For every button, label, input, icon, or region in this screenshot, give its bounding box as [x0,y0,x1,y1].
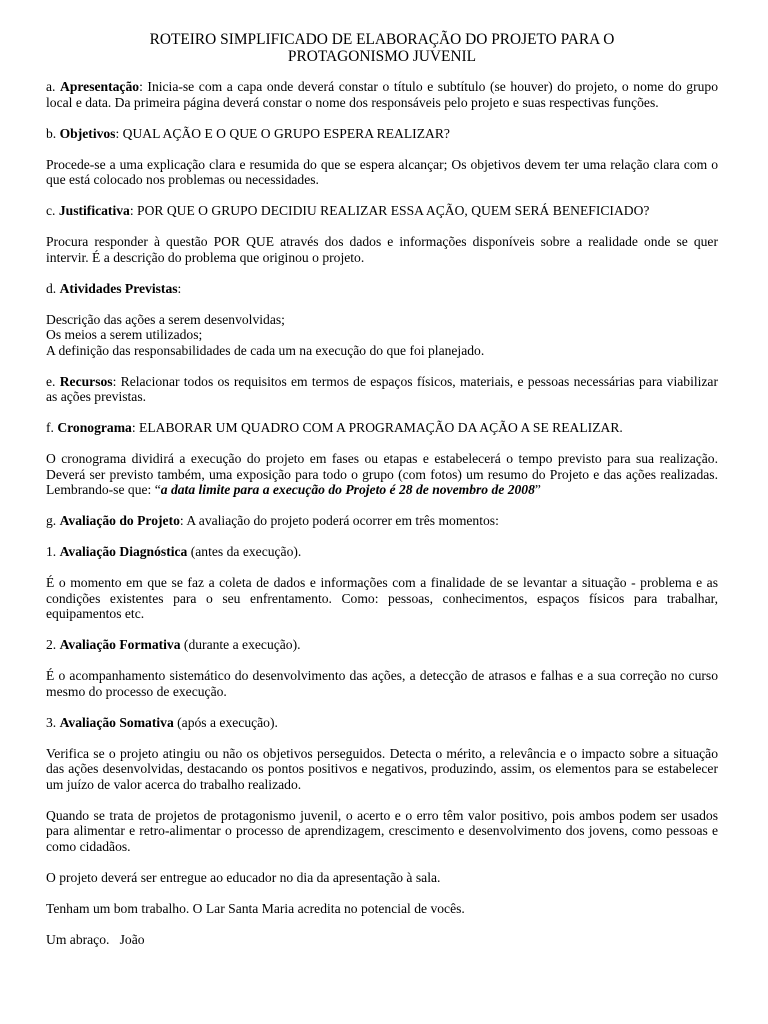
evaluation-note: (durante a execução). [180,637,301,652]
cronograma-body [46,451,718,498]
section-letter: e. [46,373,60,389]
section-cronograma [46,420,718,436]
objetivos-body: Procede-se a uma explicação clara e resumida do que se espera alcançar; Os objetivos devem ter uma relação clara com o que está colocado nos problemas ou necessidades. [46,156,718,187]
section-text: : ELABORAR UM QUADRO COM A PROGRAMAÇÃO DA AÇÃO A SE REALIZAR. [131,420,623,435]
delivery-note: O projeto deverá ser entregue ao educador no dia da apresentação à sala. [46,869,441,885]
atividades-line: Os meios a serem utilizados; [46,327,203,342]
atividades-line: Descrição das ações a serem desenvolvidas; [46,311,285,327]
section-apresentacao [46,79,718,110]
evaluation-note: (após a execução). [173,714,278,730]
cronograma-text: O cronograma dividirá a execução do projeto em fases ou etapas e estabelecerá o tempo previsto para sua realização. Deverá ser previsto também, uma exposição para todo o grupo (com fotos) um resumo do Projeto e das ações realizadas. Lembrando-se que: “ [46,451,718,497]
evaluation-heading: Avaliação Somativa [59,714,174,730]
evaluation-note: (antes da execução). [187,544,302,559]
section-heading: Objetivos [59,125,116,141]
section-justificativa [46,203,718,219]
evaluation-number: 3. [46,714,60,730]
evaluation-body-somativa: Verifica se o projeto atingiu ou não os objetivos perseguidos. Detecta o mérito, a relevância e o impacto sobre a situação das ações desenvolvidas, destacando os pontos positivos e negativos, produzindo, assim, os elementos para se estabelecer um juízo de valor acerca do trabalho realizado. [46,745,718,792]
atividades-list [46,312,718,359]
title-line-2: PROTAGONISMO JUVENIL [287,48,477,65]
section-letter: f. [46,420,58,435]
section-heading: Atividades Previstas [59,280,178,296]
section-letter: g. [46,513,60,528]
section-text: : Inicia-se com a capa onde deverá constar o título e subtítulo (se houver) do projeto, o nome do grupo local e data. Da primeira página deverá constar o nome dos responsáveis pelo projeto e suas respectivas funções. [46,79,718,110]
section-letter: a. [46,79,61,94]
section-objetivos [46,126,718,142]
section-heading: Cronograma [57,420,132,435]
document-title [46,31,718,65]
atividades-line: A definição das responsabilidades de cada um na execução do que foi planejado. [46,342,485,358]
cronograma-text-end: ” [534,482,541,497]
justificativa-body: Procura responder à questão POR QUE através dos dados e informações disponíveis sobre a realidade onde se quer intervir. É a descrição do problema que originou o projeto. [46,234,718,265]
encouragement-note: Tenham um bom trabalho. O Lar Santa Maria acredita no potencial de vocês. [46,900,465,916]
section-heading: Apresentação [60,79,140,94]
section-text: : QUAL AÇÃO E O QUE O GRUPO ESPERA REALIZAR? [115,125,450,141]
section-text: : POR QUE O GRUPO DECIDIU REALIZAR ESSA AÇÃO, QUEM SERÁ BENEFICIADO? [129,203,650,218]
section-text: : [177,280,182,296]
signoff: Um abraço. João [46,931,145,947]
closing-paragraph: Quando se trata de projetos de protagonismo juvenil, o acerto e o erro têm valor positivo, pois ambos podem ser usados para alimentar e retro-alimentar o processo de aprendizagem, crescimento e desenvolvimento dos jovens, como pessoas e como cidadãos. [46,807,718,854]
section-recursos [46,374,718,405]
evaluation-heading: Avaliação Diagnóstica [59,544,188,559]
evaluation-number: 1. [46,544,60,559]
title-line-1: ROTEIRO SIMPLIFICADO DE ELABORAÇÃO DO PROJETO PARA O [149,31,615,48]
section-heading: Recursos [59,373,113,389]
section-text: : Relacionar todos os requisitos em termos de espaços físicos, materiais, e pessoas necessárias para viabilizar as ações previstas. [46,373,718,404]
section-letter: d. [46,280,60,296]
evaluation-heading-formativa [46,637,718,653]
section-heading: Avaliação do Projeto [59,513,180,528]
evaluation-heading-somativa [46,715,718,731]
evaluation-number: 2. [46,637,60,652]
evaluation-heading-diagnostica [46,544,718,560]
evaluation-heading: Avaliação Formativa [59,637,181,652]
evaluation-body-diagnostica: É o momento em que se faz a coleta de dados e informações com a finalidade de se levantar a situação - problema e as condições existentes para o seu enfrentamento. Como: pessoas, conhecimentos, espaços físicos para trabalhar, equipamentos etc. [46,575,718,621]
deadline-text: a data limite para a execução do Projeto é 28 de novembro de 2008 [160,482,535,497]
section-letter: c. [46,203,59,218]
section-heading: Justificativa [58,203,130,218]
section-avaliacao [46,513,718,529]
evaluation-body-formativa: É o acompanhamento sistemático do desenvolvimento das ações, a detecção de atrasos e falhas e a sua correção no curso mesmo do processo de execução. [46,668,718,699]
section-atividades [46,281,718,297]
section-letter: b. [46,125,60,141]
section-text: : A avaliação do projeto poderá ocorrer em três momentos: [179,513,499,528]
